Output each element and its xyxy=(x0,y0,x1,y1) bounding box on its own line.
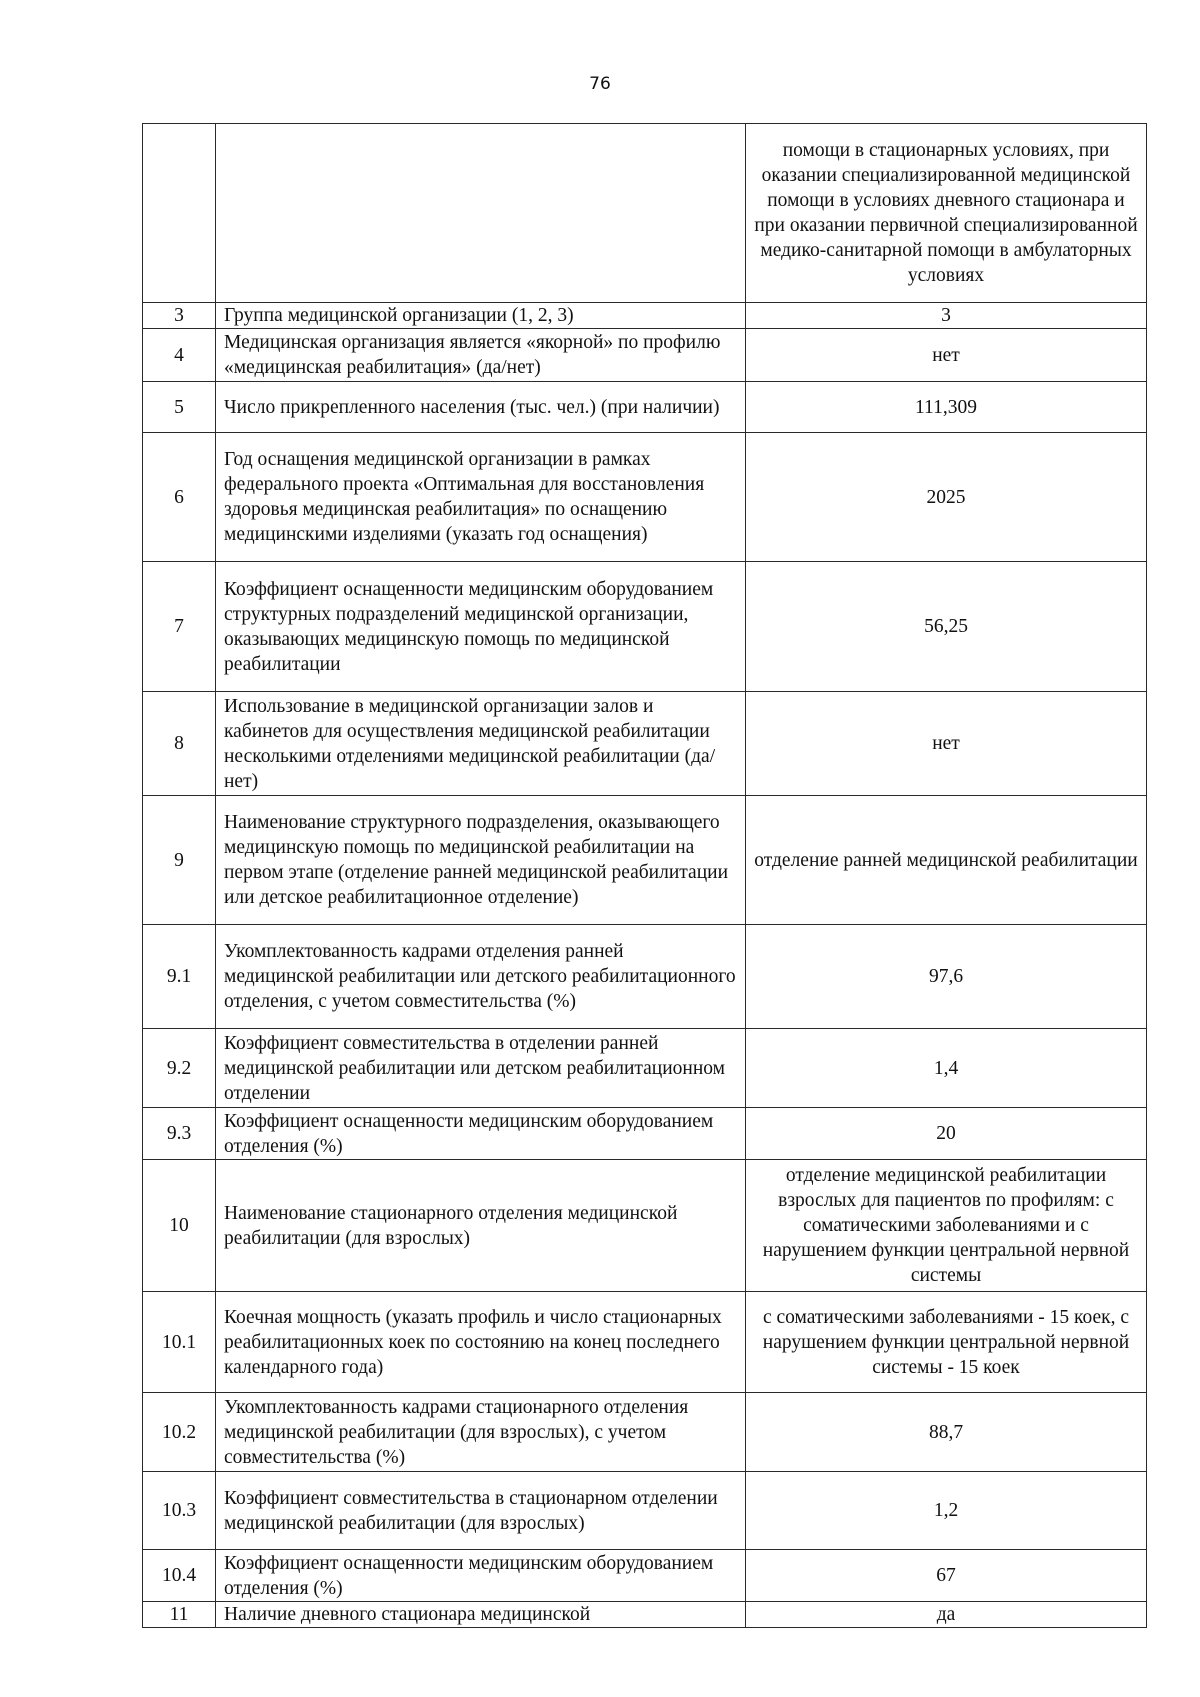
page-number: 76 xyxy=(589,74,611,94)
table-row xyxy=(143,1393,1147,1472)
row-number: 9 xyxy=(143,796,216,925)
row-number: 9.2 xyxy=(143,1029,216,1108)
row-description: Число прикрепленного населения (тыс. чел.) (при наличии) xyxy=(216,382,746,433)
table-row xyxy=(143,124,1147,303)
row-value: 1,4 xyxy=(746,1029,1147,1108)
row-value: нет xyxy=(746,692,1147,796)
table-row xyxy=(143,1472,1147,1550)
row-number: 11 xyxy=(143,1602,216,1628)
row-value: 67 xyxy=(746,1550,1147,1602)
row-number: 7 xyxy=(143,562,216,692)
row-number: 4 xyxy=(143,329,216,382)
row-number: 10.3 xyxy=(143,1472,216,1550)
row-value: да xyxy=(746,1602,1147,1628)
row-value: отделение ранней медицинской реабилитации xyxy=(746,796,1147,925)
row-description: Укомплектованность кадрами стационарного отделения медицинской реабилитации (для взрослых), с учетом совместительства (%) xyxy=(216,1393,746,1472)
row-value: 20 xyxy=(746,1108,1147,1160)
table-row xyxy=(143,433,1147,562)
row-number: 5 xyxy=(143,382,216,433)
row-number: 6 xyxy=(143,433,216,562)
row-description: Наличие дневного стационара медицинской xyxy=(216,1602,746,1628)
row-value: отделение медицинской реабилитации взрослых для пациентов по профилям: с соматическими заболеваниями и с нарушением функции центральной нервной системы xyxy=(746,1160,1147,1292)
row-number: 9.3 xyxy=(143,1108,216,1160)
row-description: Коэффициент оснащенности медицинским оборудованием отделения (%) xyxy=(216,1550,746,1602)
row-value: помощи в стационарных условиях, при оказании специализированной медицинской помощи в условиях дневного стационара и при оказании первичной специализированной медико-санитарной помощи в амбулаторных условиях xyxy=(746,124,1147,303)
row-description: Использование в медицинской организации залов и кабинетов для осуществления медицинской реабилитации несколькими отделениями медицинской реабилитации (да/нет) xyxy=(216,692,746,796)
row-description: Медицинская организация является «якорной» по профилю «медицинская реабилитация» (да/нет) xyxy=(216,329,746,382)
row-value: 111,309 xyxy=(746,382,1147,433)
table-row xyxy=(143,303,1147,329)
table-row xyxy=(143,1108,1147,1160)
table-row xyxy=(143,1160,1147,1292)
row-description: Укомплектованность кадрами отделения ранней медицинской реабилитации или детского реабилитационного отделения, с учетом совместительства (%) xyxy=(216,925,746,1029)
row-value: 1,2 xyxy=(746,1472,1147,1550)
table-row xyxy=(143,1029,1147,1108)
row-value: 2025 xyxy=(746,433,1147,562)
table-row xyxy=(143,329,1147,382)
row-description: Коэффициент совместительства в отделении ранней медицинской реабилитации или детском реабилитационном отделении xyxy=(216,1029,746,1108)
data-table xyxy=(142,123,1147,1628)
row-description: Коэффициент оснащенности медицинским оборудованием структурных подразделений медицинской организации, оказывающих медицинскую помощь по медицинской реабилитации xyxy=(216,562,746,692)
table-row xyxy=(143,1550,1147,1602)
row-value: нет xyxy=(746,329,1147,382)
table-row xyxy=(143,692,1147,796)
row-value: 3 xyxy=(746,303,1147,329)
row-number: 9.1 xyxy=(143,925,216,1029)
row-value: 88,7 xyxy=(746,1393,1147,1472)
row-description: Год оснащения медицинской организации в рамках федерального проекта «Оптимальная для восстановления здоровья медицинская реабилитация» по оснащению медицинскими изделиями (указать год оснащения) xyxy=(216,433,746,562)
row-value: 97,6 xyxy=(746,925,1147,1029)
table-row xyxy=(143,796,1147,925)
row-value: с соматическими заболеваниями - 15 коек, с нарушением функции центральной нервной системы - 15 коек xyxy=(746,1292,1147,1393)
row-description: Коэффициент совместительства в стационарном отделении медицинской реабилитации (для взрослых) xyxy=(216,1472,746,1550)
table-row xyxy=(143,1292,1147,1393)
row-description: Коэффициент оснащенности медицинским оборудованием отделения (%) xyxy=(216,1108,746,1160)
row-number: 10 xyxy=(143,1160,216,1292)
row-number: 10.4 xyxy=(143,1550,216,1602)
row-number: 10.2 xyxy=(143,1393,216,1472)
row-description: Группа медицинской организации (1, 2, 3) xyxy=(216,303,746,329)
row-description xyxy=(216,124,746,303)
row-number: 3 xyxy=(143,303,216,329)
row-value: 56,25 xyxy=(746,562,1147,692)
row-description: Наименование структурного подразделения, оказывающего медицинскую помощь по медицинской реабилитации на первом этапе (отделение ранней медицинской реабилитации или детское реабилитационное отделение) xyxy=(216,796,746,925)
table-row xyxy=(143,562,1147,692)
row-number: 10.1 xyxy=(143,1292,216,1393)
table-row xyxy=(143,1602,1147,1628)
row-description: Коечная мощность (указать профиль и число стационарных реабилитационных коек по состоянию на конец последнего календарного года) xyxy=(216,1292,746,1393)
table-row xyxy=(143,382,1147,433)
row-description: Наименование стационарного отделения медицинской реабилитации (для взрослых) xyxy=(216,1160,746,1292)
row-number xyxy=(143,124,216,303)
table-row xyxy=(143,925,1147,1029)
row-number: 8 xyxy=(143,692,216,796)
